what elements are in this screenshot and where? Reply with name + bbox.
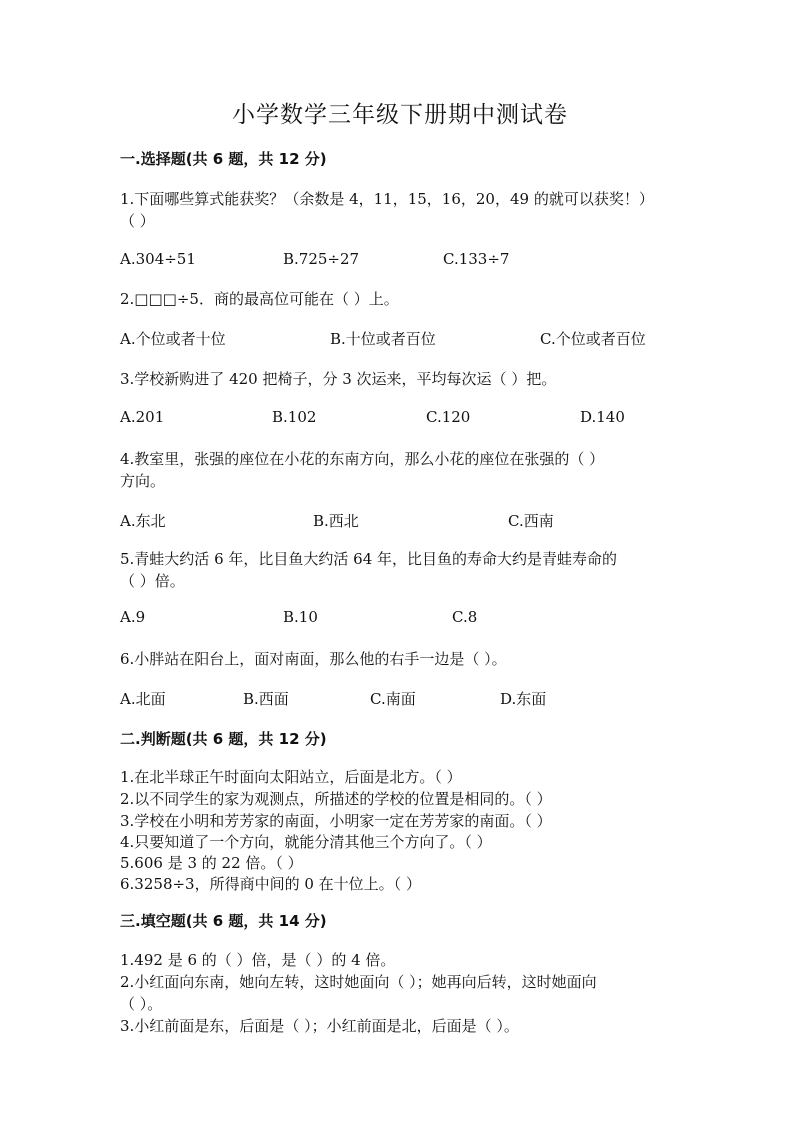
question-5-text: 5.青蛙大约活 6 年，比目鱼大约活 64 年，比目鱼的寿命大约是青蛙寿命的: [120, 550, 618, 568]
question-2-option-c: C.个位或者百位: [540, 330, 646, 348]
fill-item-3: 3.小红前面是东，后面是（ ）；小红前面是北，后面是（ ）。: [120, 1017, 519, 1035]
question-3-text: 3.学校新购进了 420 把椅子，分 3 次运来，平均每次运（ ）把。: [120, 370, 557, 388]
question-6-option-a: A.北面: [120, 690, 166, 708]
judge-item-5: 5.606 是 3 的 22 倍。（ ）: [120, 854, 303, 872]
question-5-option-a: A.9: [120, 608, 146, 626]
question-2-option-b: B.十位或者百位: [330, 330, 436, 348]
question-3-option-b: B.102: [272, 408, 317, 426]
page-title: 小学数学三年级下册期中测试卷: [232, 102, 568, 128]
question-1-option-b: B.725÷27: [283, 250, 360, 268]
judge-item-6: 6.3258÷3，所得商中间的 0 在十位上。（ ）: [120, 875, 421, 893]
judge-item-1: 1.在北半球正午时面向太阳站立，后面是北方。（ ）: [120, 768, 462, 786]
question-3-option-c: C.120: [426, 408, 471, 426]
question-2-text: 2.□□□÷5．商的最高位可能在（ ）上。: [120, 290, 399, 308]
question-4-text-cont: 方向。: [120, 472, 166, 490]
question-1-blank: （ ）: [120, 212, 155, 230]
section-heading-fill: 三.填空题(共 6 题，共 14 分): [120, 912, 327, 930]
question-5-option-b: B.10: [283, 608, 318, 626]
question-6-option-d: D.东面: [500, 690, 547, 708]
judge-item-4: 4.只要知道了一个方向，就能分清其他三个方向了。（ ）: [120, 833, 492, 851]
judge-item-3: 3.学校在小明和芳芳家的南面，小明家一定在芳芳家的南面。（ ）: [120, 812, 552, 830]
fill-item-1: 1.492 是 6 的（ ）倍，是（ ）的 4 倍。: [120, 951, 396, 969]
question-3-option-a: A.201: [120, 408, 165, 426]
question-4-text: 4.教室里，张强的座位在小花的东南方向，那么小花的座位在张强的（ ）: [120, 450, 605, 468]
question-6-text: 6.小胖站在阳台上，面对南面，那么他的右手一边是（ ）。: [120, 650, 507, 668]
section-heading-choice: 一.选择题(共 6 题，共 12 分): [120, 150, 327, 168]
question-5-option-c: C.8: [452, 608, 478, 626]
question-4-option-b: B.西北: [313, 512, 359, 530]
fill-item-2: 2.小红面向东南，她向左转，这时她面向（ ）；她再向后转，这时她面向: [120, 973, 597, 991]
question-6-option-b: B.西面: [243, 690, 289, 708]
question-3-option-d: D.140: [580, 408, 625, 426]
question-1-text: 1.下面哪些算式能获奖？（余数是 4，11，15，16，20，49 的就可以获奖！）: [120, 190, 654, 208]
question-2-option-a: A.个位或者十位: [120, 330, 226, 348]
question-1-option-c: C.133÷7: [443, 250, 510, 268]
question-6-option-c: C.南面: [370, 690, 416, 708]
fill-item-2-cont: （ ）。: [120, 995, 163, 1013]
question-1-option-a: A.304÷51: [120, 250, 196, 268]
section-heading-judge: 二.判断题(共 6 题，共 12 分): [120, 730, 327, 748]
question-5-text-cont: （ ）倍。: [120, 572, 185, 590]
question-4-option-a: A.东北: [120, 512, 166, 530]
judge-item-2: 2.以不同学生的家为观测点，所描述的学校的位置是相同的。（ ）: [120, 790, 552, 808]
question-4-option-c: C.西南: [508, 512, 554, 530]
